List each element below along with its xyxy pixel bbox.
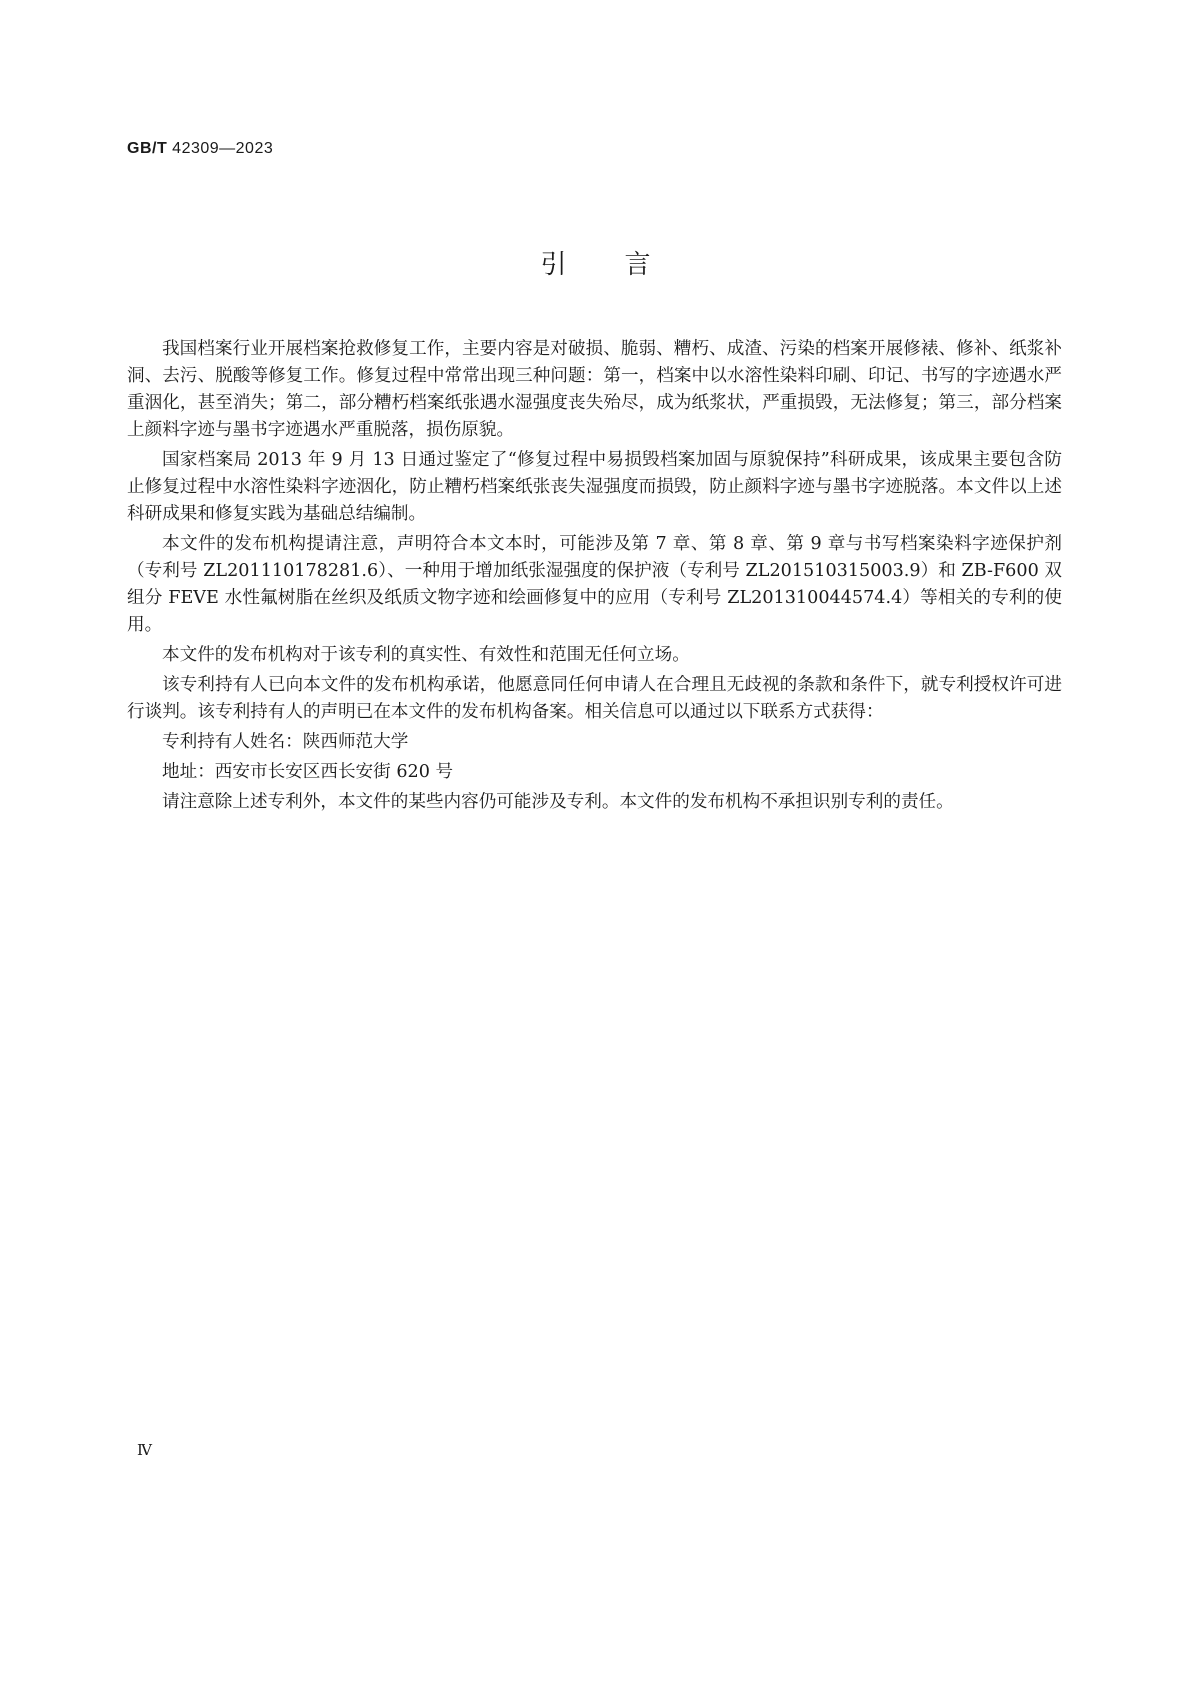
- paragraph-patent-holder-address: 地址：西安市长安区西长安街 620 号: [162, 762, 454, 782]
- paragraph-patent-notice: 本文件的发布机构提请注意，声明符合本文本时，可能涉及第 7 章、第 8 章、第 9 章与书写档案染料字迹保护剂（专利号 ZL201110178281.6）、一种用于增加纸张湿强度的保护液（专利号 ZL201510315003.9）和 ZB-F600 双组分 FEVE 水性氟树脂在丝织及纸质文物字迹和绘画修复中的应用（专利号 ZL201310044574.4）等相关的专利的使用。: [127, 534, 1062, 635]
- standard-prefix: GB/T: [127, 140, 168, 157]
- standard-number: 42309—2023: [167, 140, 274, 157]
- paragraph-patent-holder-commitment: 该专利持有人已向本文件的发布机构承诺，他愿意同任何申请人在合理且无歧视的条款和条件下，就专利授权许可进行谈判。该专利持有人的声明已在本文件的发布机构备案。相关信息可以通过以下联系方式获得：: [127, 675, 1062, 722]
- paragraph-other-patents: 请注意除上述专利外，本文件的某些内容仍可能涉及专利。本文件的发布机构不承担识别专利的责任。: [162, 792, 954, 812]
- standard-code: [127, 140, 273, 158]
- page-number: Ⅳ: [137, 1441, 152, 1459]
- paragraph-patent-position: 本文件的发布机构对于该专利的真实性、有效性和范围无任何立场。: [162, 645, 690, 665]
- page-title: 引言: [540, 250, 709, 280]
- document-body: [127, 336, 1062, 819]
- paragraph-research-results: 国家档案局 2013 年 9 月 13 日通过鉴定了“修复过程中易损毁档案加固与原貌保持”科研成果，该成果主要包含防止修复过程中水溶性染料字迹洇化，防止糟朽档案纸张丧失湿强度而损毁，防止颜料字迹与墨书字迹脱落。本文件以上述科研成果和修复实践为基础总结编制。: [127, 450, 1062, 524]
- paragraph-background: 我国档案行业开展档案抢救修复工作，主要内容是对破损、脆弱、糟朽、成渣、污染的档案开展修裱、修补、纸浆补洞、去污、脱酸等修复工作。修复过程中常常出现三种问题：第一，档案中以水溶性染料印刷、印记、书写的字迹遇水严重洇化，甚至消失；第二，部分糟朽档案纸张遇水湿强度丧失殆尽，成为纸浆状，严重损毁，无法修复；第三，部分档案上颜料字迹与墨书字迹遇水严重脱落，损伤原貌。: [127, 339, 1062, 440]
- paragraph-patent-holder-name: 专利持有人姓名：陕西师范大学: [162, 732, 409, 752]
